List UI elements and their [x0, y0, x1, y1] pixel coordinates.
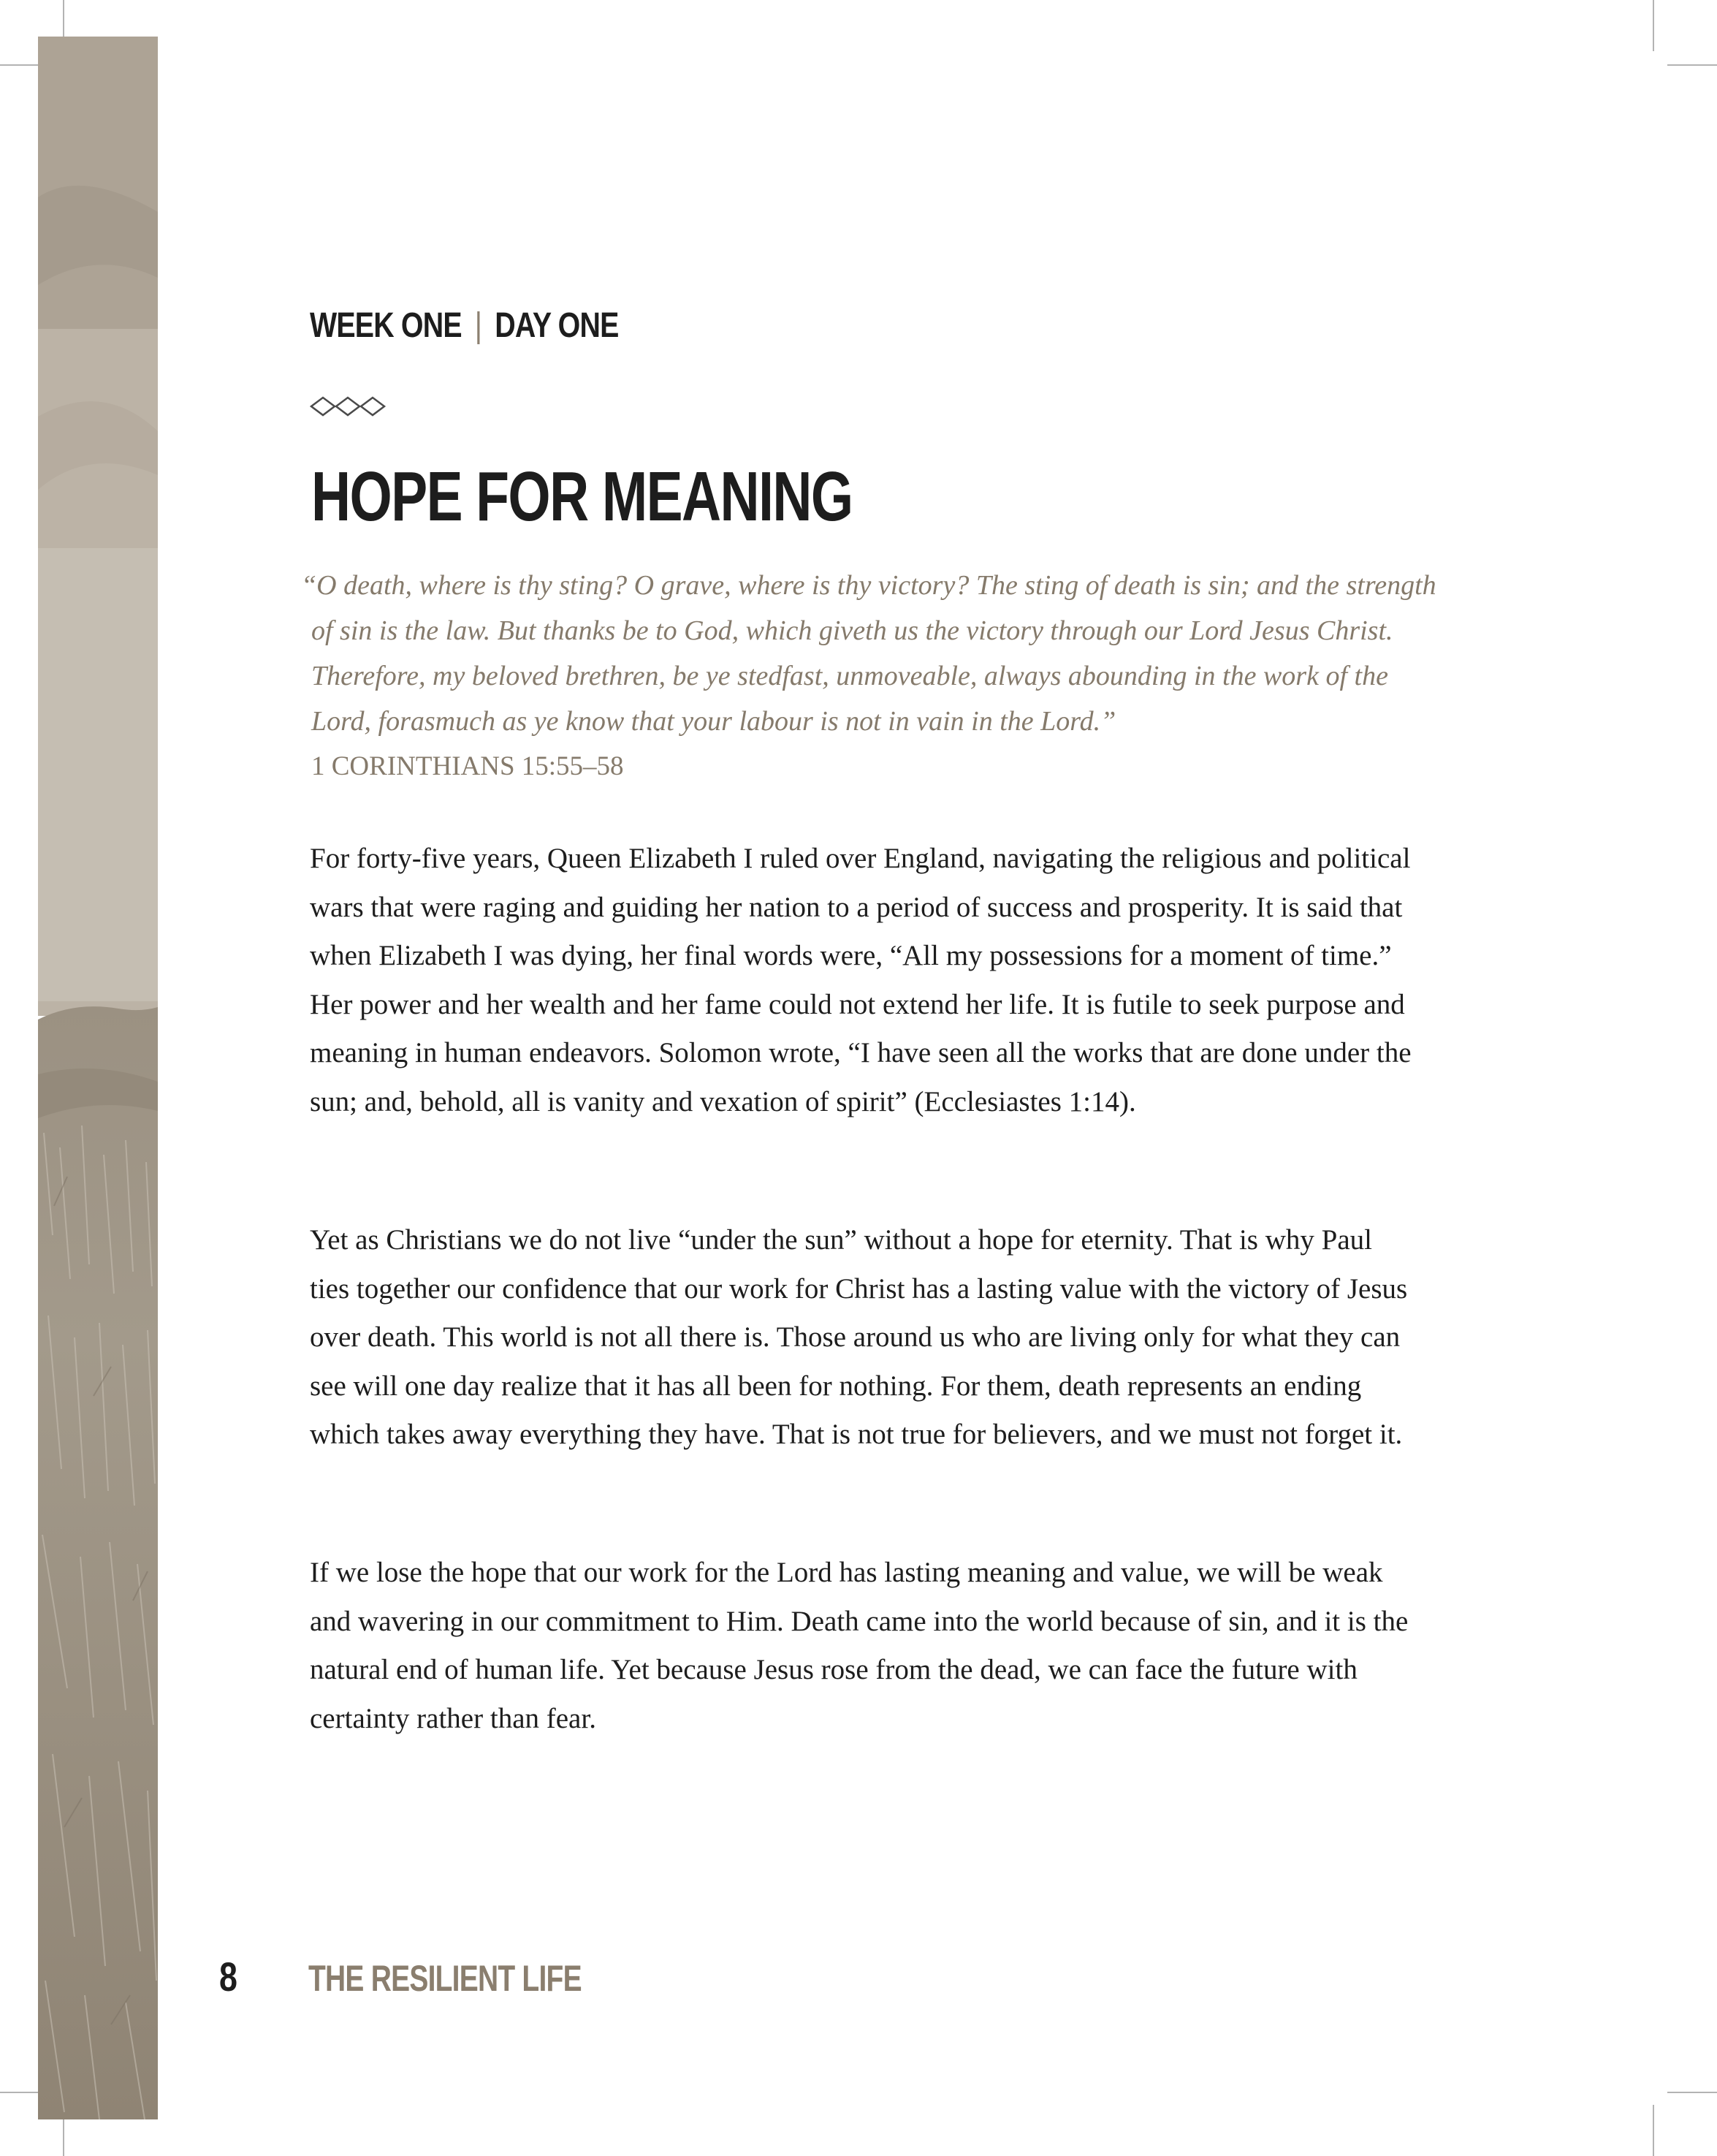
section-header [310, 305, 619, 346]
crop-mark [1653, 2105, 1654, 2156]
landscape-strip [38, 37, 158, 2119]
epigraph-quote: “O death, where is thy sting? O grave, where is thy victory? The sting of death is sin; and the strength of sin is the law. But thanks be to God, which giveth us the victory through our Lord Jesus Christ. Therefore, my beloved brethren, be ye stedfast, unmoveable, always abounding in the work of the Lord, forasmuch as ye know that your labour is not in vain in the Lord.” [301, 570, 1436, 737]
crop-mark [1653, 0, 1654, 51]
header-separator: | [474, 306, 482, 345]
epigraph-citation: 1 CORINTHIANS 15:55–58 [311, 751, 624, 781]
three-diamonds-icon [310, 396, 390, 420]
crop-mark [1667, 64, 1717, 66]
page-title: HOPE FOR MEANING [311, 458, 853, 536]
crop-mark [1667, 2092, 1717, 2093]
day-label: DAY ONE [495, 306, 619, 345]
week-label: WEEK ONE [310, 306, 462, 345]
page-number: 8 [219, 1954, 237, 2000]
running-footer-title: THE RESILIENT LIFE [308, 1958, 582, 1999]
epigraph [301, 563, 1441, 789]
body-paragraph: Yet as Christians we do not live “under the sun” without a hope for eternity. That is why Paul ties together our confidence that our work for Christ has a lasting value with the victory of Jesus over death. This world is not all there is. Those around us who are living only for what they can see will one day realize that it has all been for nothing. For them, death represents an ending which takes away everything they have. That is not true for believers, and we must not forget it. [310, 1224, 1408, 1450]
body-paragraph: If we lose the hope that our work for the Lord has lasting meaning and value, we will be weak and wavering in our commitment to Him. Death came into the world because of sin, and it is the natural end of human life. Yet because Jesus rose from the dead, we can face the future with certainty rather than fear. [310, 1557, 1409, 1734]
body-paragraph: For forty-five years, Queen Elizabeth I ruled over England, navigating the religious and political wars that were raging and guiding her nation to a period of success and prosperity. It is said that when Elizabeth I was dying, her final words were, “All my possessions for a moment of time.” Her power and her wealth and her fame could not extend her life. It is futile to seek purpose and meaning in human endeavors. Solomon wrote, “I have seen all the works that are done under the sun; and, behold, all is vanity and vexation of spirit” (Ecclesiastes 1:14). [310, 843, 1412, 1117]
